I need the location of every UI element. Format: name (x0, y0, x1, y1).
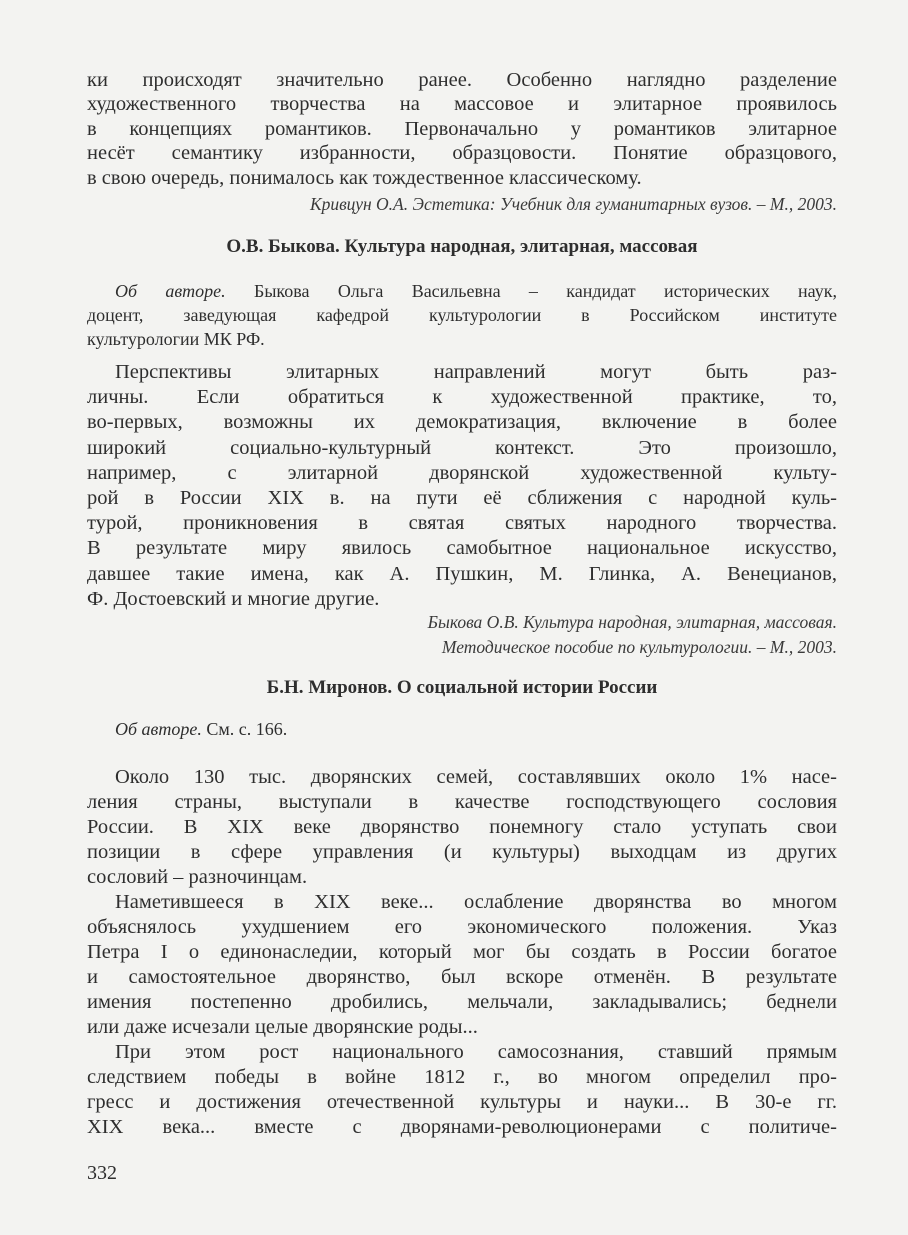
text-line: турой, проникновения в святая святых народного творчества. (87, 512, 837, 535)
text-line: и самостоятельное дворянство, был вскоре отменён. В результате (87, 966, 837, 988)
about-author-bykova (87, 279, 837, 351)
text-line: В результате миру явилось самобытное национальное искусство, (87, 537, 837, 560)
text-line: России. В XIX веке дворянство понемногу стало уступать свои (87, 816, 837, 838)
text-line: или даже исчезали целые дворянские роды... (87, 1016, 478, 1038)
text-line: личны. Если обратиться к художественной практике, то, (87, 386, 837, 409)
text-line: Около 130 тыс. дворянских семей, составлявших около 1% насе- (115, 766, 837, 788)
text-line: Ф. Достоевский и многие другие. (87, 587, 380, 610)
about-label: Об авторе. (115, 281, 226, 301)
text-line: давшее такие имена, как А. Пушкин, М. Глинка, А. Венецианов, (87, 562, 837, 585)
text-line: следствием победы в войне 1812 г., во многом определил про- (87, 1066, 837, 1088)
about-label: Об авторе. (115, 719, 202, 739)
text-line: ки происходят значительно ранее. Особенно наглядно разделение (87, 69, 837, 91)
section-heading-mironov: Б.Н. Миронов. О социальной истории России (266, 677, 658, 698)
paragraph-continuation (87, 68, 837, 190)
text-line: ления страны, выступали в качестве господствующего сословия (87, 791, 837, 813)
about-text: Быкова Ольга Васильевна – кандидат исторических наук, (225, 281, 837, 301)
text-line: Перспективы элитарных направлений могут быть раз- (115, 361, 837, 383)
section-heading-bykova: О.В. Быкова. Культура народная, элитарная, массовая (226, 236, 698, 257)
text-line: гресс и достижения отечественной культуры и науки... В 30-е гг. (87, 1091, 837, 1113)
text-line: Методическое пособие по культурологии. – М., 2003. (441, 637, 837, 657)
text-line: в свою очередь, понималось как тождественное классическому. (87, 166, 642, 189)
about-text: доцент, заведующая кафедрой культурологии в Российском институте (87, 305, 837, 325)
paragraph-mironov-3 (87, 1040, 837, 1140)
paragraph-mironov-2 (87, 890, 837, 1040)
text-line: в концепциях романтиков. Первоначально у романтиков элитарное (87, 117, 837, 140)
paragraph-mironov-1 (87, 765, 837, 890)
text-line: художественного творчества на массовое и элитарное проявилось (87, 93, 837, 116)
text-line: Кривцун О.А. Эстетика: Учебник для гуманитарных вузов. – М., 2003. (309, 194, 837, 214)
about-author-mironov (87, 719, 837, 740)
about-text: культурологии МК РФ. (87, 329, 265, 349)
text-line: сословий – разночинцам. (87, 866, 308, 888)
about-text: См. с. 166. (201, 719, 288, 739)
text-line: несёт семантику избранности, образцовости. Понятие образцового, (87, 142, 837, 165)
text-line: Петра I о единонаследии, который мог бы создать в России богатое (87, 941, 837, 963)
text-line: позиции в сфере управления (и культуры) выходцам из других (87, 841, 837, 863)
text-line: Быкова О.В. Культура народная, элитарная, массовая. (427, 612, 837, 632)
text-line: рой в России XIX в. на пути её сближения с народной куль- (87, 487, 837, 510)
text-line: объяснялось ухудшением его экономического положения. Указ (87, 916, 837, 938)
text-line: Наметившееся в XIX веке... ослабление дворянства во многом (115, 891, 837, 913)
text-line: имения постепенно дробились, мельчали, закладывались; беднели (87, 991, 837, 1013)
text-line: широкий социально-культурный контекст. Это произошло, (87, 436, 837, 459)
text-line: например, с элитарной дворянской художественной культу- (87, 461, 837, 484)
paragraph-bykova (87, 360, 837, 612)
citation-krivtsun (87, 192, 837, 216)
text-line: При этом рост национального самосознания, ставший прямым (115, 1041, 837, 1063)
text-line: XIX века... вместе с дворянами-революционерами с политиче- (87, 1116, 837, 1138)
text-line: во-первых, возможны их демократизация, включение в более (87, 411, 837, 434)
citation-bykova (87, 610, 837, 660)
page-number: 332 (87, 1162, 117, 1184)
